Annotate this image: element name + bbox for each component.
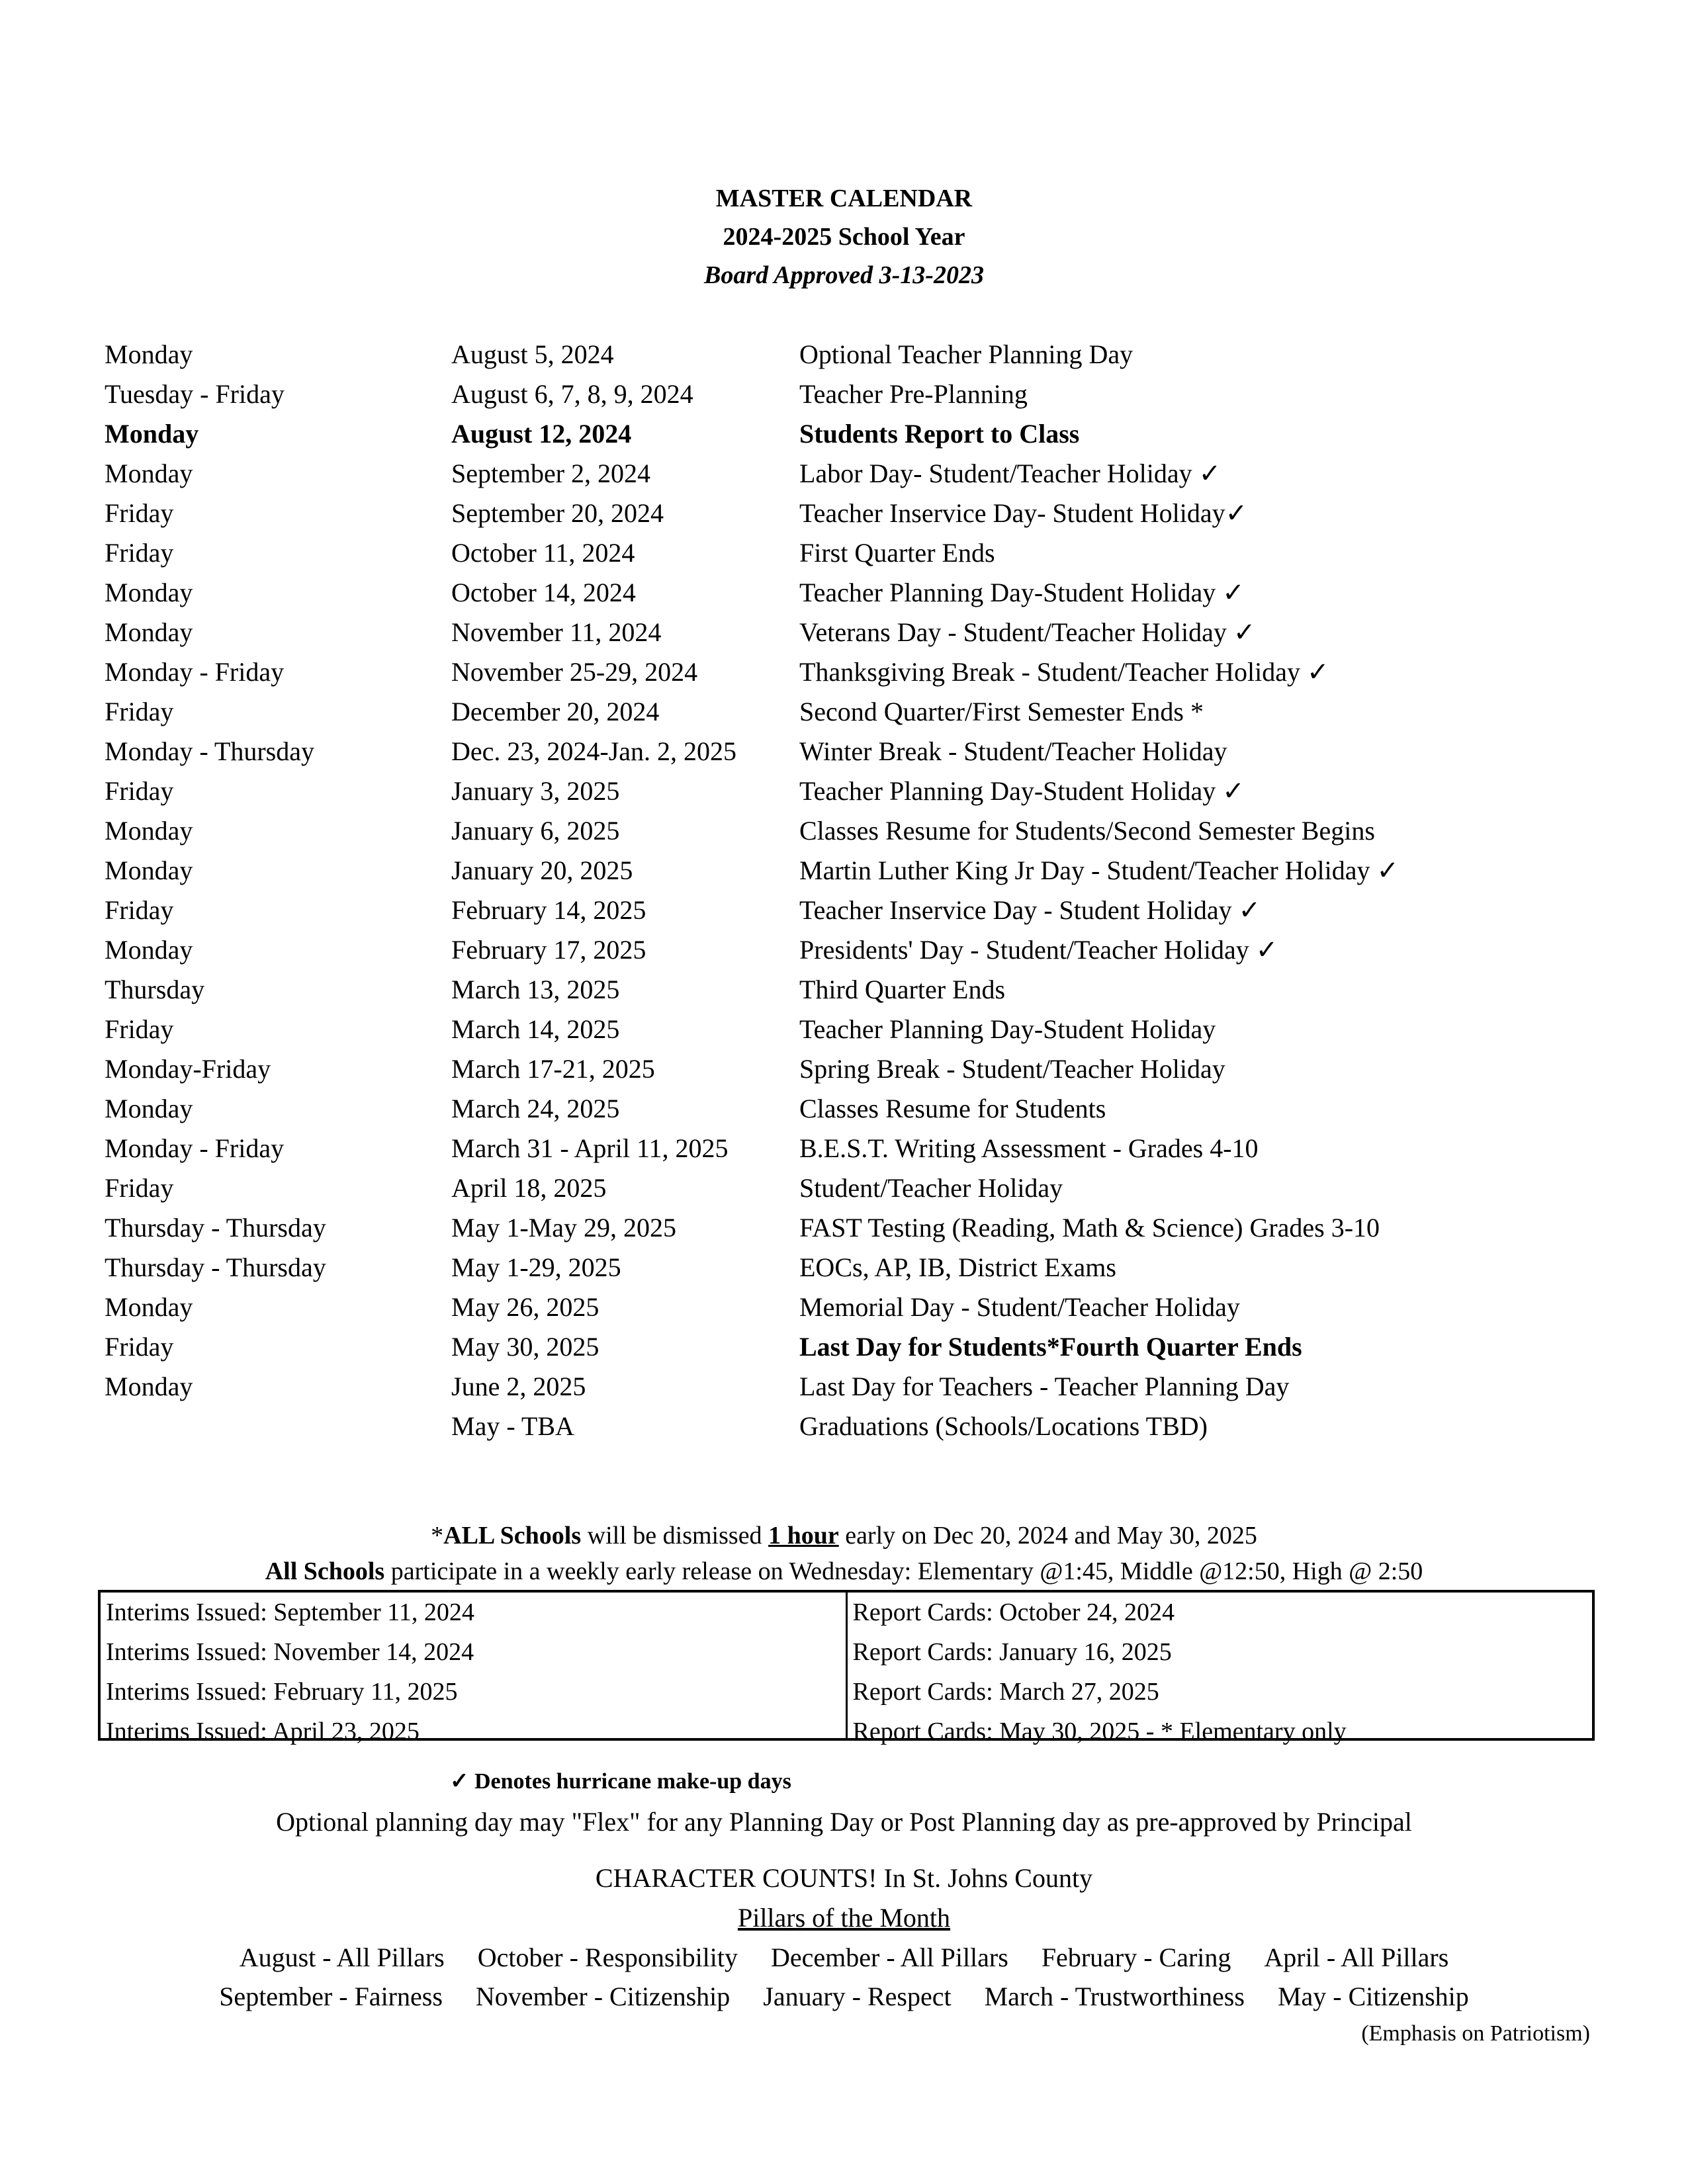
date-cell: May 1-29, 2025 [451,1252,621,1282]
date-cell: May 1-May 29, 2025 [451,1213,676,1243]
interim-cell: Interims Issued: September 11, 2024 [106,1598,474,1626]
calendar-row [105,374,1593,414]
pillars-heading: Pillars of the Month [737,1903,951,1933]
calendar-row [105,692,1593,732]
calendar-row [105,970,1593,1010]
dismissal-note: *ALL Schools will be dismissed 1 hour early on Dec 20, 2024 and May 30, 2025 [431,1522,1257,1550]
hurricane-legend: ✓ Denotes hurricane make-up days [450,1769,791,1794]
description-cell: Optional Teacher Planning Day [799,339,1133,369]
description-cell: Winter Break - Student/Teacher Holiday [799,736,1227,766]
description-cell: Graduations (Schools/Locations TBD) [799,1411,1208,1441]
calendar-row [105,1407,1593,1446]
calendar-row [105,573,1593,613]
pillar-month: August - All Pillars [239,1943,445,1972]
description-cell: Teacher Planning Day-Student Holiday [799,1014,1216,1044]
description-cell: Memorial Day - Student/Teacher Holiday [799,1292,1240,1322]
pillar-month: December - All Pillars [771,1943,1008,1972]
calendar-row [105,1010,1593,1049]
day-cell: Monday - Friday [105,1133,285,1163]
day-cell: Monday [105,816,193,846]
calendar-row [105,414,1593,454]
date-cell: May - TBA [451,1411,574,1441]
day-cell: Friday [105,1332,174,1362]
description-cell: EOCs, AP, IB, District Exams [799,1252,1116,1282]
patriotism-emphasis: (Emphasis on Patriotism) [1361,2021,1590,2046]
day-cell: Monday [105,578,193,607]
pillar-month: February - Caring [1041,1943,1231,1972]
description-cell: Labor Day- Student/Teacher Holiday ✓ [799,459,1222,488]
pillar-month: March - Trustworthiness [984,1982,1245,2011]
school-year: 2024-2025 School Year [723,223,965,251]
description-cell: Third Quarter Ends [799,975,1006,1004]
calendar-row [105,851,1593,891]
day-cell: Thursday - Thursday [105,1213,326,1243]
day-cell: Monday-Friday [105,1054,271,1084]
description-cell: Thanksgiving Break - Student/Teacher Holiday ✓ [799,657,1329,687]
date-cell: September 20, 2024 [451,498,664,528]
calendar-row [105,930,1593,970]
calendar-row [105,533,1593,573]
date-cell: December 20, 2024 [451,697,660,726]
day-cell: Monday [105,855,193,885]
description-cell: Students Report to Class [799,419,1080,449]
description-cell: Classes Resume for Students/Second Semester Begins [799,816,1375,846]
description-cell: Second Quarter/First Semester Ends * [799,697,1204,726]
description-cell: Teacher Planning Day-Student Holiday ✓ [799,578,1245,607]
calendar-row [105,494,1593,533]
pillar-month: April - All Pillars [1264,1943,1449,1972]
day-cell: Monday [105,339,193,369]
date-cell: August 6, 7, 8, 9, 2024 [451,379,693,409]
date-cell: March 31 - April 11, 2025 [451,1133,729,1163]
date-cell: August 5, 2024 [451,339,614,369]
description-cell: First Quarter Ends [799,538,995,568]
calendar-row [105,454,1593,494]
description-cell: Spring Break - Student/Teacher Holiday [799,1054,1225,1084]
calendar-row [105,1367,1593,1407]
calendar-row [105,1168,1593,1208]
day-cell: Monday [105,1094,193,1123]
event-list [105,335,1593,1446]
calendar-row [105,811,1593,851]
date-cell: January 3, 2025 [451,776,620,806]
date-cell: February 17, 2025 [451,935,646,965]
report-cards-column [846,1593,1593,1745]
pillar-month: November - Citizenship [475,1982,731,2011]
description-cell: Last Day for Teachers - Teacher Planning Day [799,1372,1290,1401]
date-cell: November 11, 2024 [451,617,662,647]
interim-cell: Interims Issued: November 14, 2024 [106,1638,474,1666]
day-cell: Monday [105,419,199,449]
calendar-row [105,1248,1593,1288]
day-cell: Thursday - Thursday [105,1252,326,1282]
description-cell: Student/Teacher Holiday [799,1173,1063,1203]
day-cell: Friday [105,1014,174,1044]
calendar-row [105,1049,1593,1089]
report-card-cell: Report Cards: May 30, 2025 - * Elementary only [852,1718,1347,1745]
calendar-row [105,613,1593,652]
day-cell: Monday [105,459,193,488]
pillars-row-2 [0,1981,1688,2012]
day-cell: Friday [105,538,174,568]
date-cell: February 14, 2025 [451,895,646,925]
description-cell: Last Day for Students*Fourth Quarter Ends [799,1332,1302,1362]
description-cell: FAST Testing (Reading, Math & Science) Grades 3-10 [799,1213,1380,1243]
pillars-row-1 [0,1942,1688,1973]
description-cell: Teacher Pre-Planning [799,379,1028,409]
day-cell: Monday [105,935,193,965]
date-cell: August 12, 2024 [451,419,632,449]
day-cell: Monday - Friday [105,657,285,687]
date-cell: May 30, 2025 [451,1332,600,1362]
description-cell: Teacher Inservice Day- Student Holiday✓ [799,498,1248,528]
grades-table [98,1590,1595,1745]
day-cell: Monday [105,1372,193,1401]
calendar-row [105,1208,1593,1248]
calendar-row [105,1327,1593,1367]
day-cell: Friday [105,697,174,726]
date-cell: October 11, 2024 [451,538,635,568]
character-counts-title: CHARACTER COUNTS! In St. Johns County [595,1863,1093,1893]
report-card-cell: Report Cards: January 16, 2025 [852,1638,1172,1666]
pillar-month: January - Respect [763,1982,952,2011]
date-cell: Dec. 23, 2024-Jan. 2, 2025 [451,736,737,766]
date-cell: May 26, 2025 [451,1292,600,1322]
day-cell: Monday - Thursday [105,736,314,766]
report-card-cell: Report Cards: March 27, 2025 [852,1678,1159,1706]
date-cell: November 25-29, 2024 [451,657,698,687]
date-cell: September 2, 2024 [451,459,651,488]
calendar-row [105,1089,1593,1129]
date-cell: March 24, 2025 [451,1094,620,1123]
day-cell: Friday [105,895,174,925]
day-cell: Friday [105,498,174,528]
description-cell: Teacher Inservice Day - Student Holiday ✓ [799,895,1261,925]
day-cell: Monday [105,617,193,647]
date-cell: January 20, 2025 [451,855,633,885]
interim-cell: Interims Issued: February 11, 2025 [106,1678,458,1706]
pillar-month: September - Fairness [219,1982,443,2011]
description-cell: B.E.S.T. Writing Assessment - Grades 4-10 [799,1133,1259,1163]
calendar-row [105,1288,1593,1327]
calendar-row [105,335,1593,374]
day-cell: Tuesday - Friday [105,379,285,409]
date-cell: March 13, 2025 [451,975,620,1004]
calendar-row [105,771,1593,811]
description-cell: Veterans Day - Student/Teacher Holiday ✓ [799,617,1256,647]
day-cell: Monday [105,1292,193,1322]
pillar-month: October - Responsibility [477,1943,738,1972]
interim-cell: Interims Issued: April 23, 2025 [106,1718,420,1745]
date-cell: March 14, 2025 [451,1014,620,1044]
date-cell: January 6, 2025 [451,816,620,846]
day-cell: Friday [105,776,174,806]
report-card-cell: Report Cards: October 24, 2024 [852,1598,1175,1626]
day-cell: Friday [105,1173,174,1203]
flex-note: Optional planning day may "Flex" for any Planning Day or Post Planning day as pre-approved by Principal [276,1807,1412,1837]
date-cell: April 18, 2025 [451,1173,607,1203]
description-cell: Classes Resume for Students [799,1094,1106,1123]
calendar-row [105,891,1593,930]
description-cell: Presidents' Day - Student/Teacher Holiday ✓ [799,935,1278,965]
early-release-note: All Schools participate in a weekly early release on Wednesday: Elementary @1:45, Middle @12:50, High @ 2:50 [265,1557,1423,1585]
pillar-month: May - Citizenship [1277,1982,1469,2011]
interims-column [101,1593,846,1745]
description-cell: Teacher Planning Day-Student Holiday ✓ [799,776,1245,806]
date-cell: June 2, 2025 [451,1372,586,1401]
date-cell: March 17-21, 2025 [451,1054,655,1084]
board-approved: Board Approved 3-13-2023 [704,261,984,289]
calendar-row [105,1129,1593,1168]
calendar-row [105,652,1593,692]
date-cell: October 14, 2024 [451,578,636,607]
description-cell: Martin Luther King Jr Day - Student/Teacher Holiday ✓ [799,855,1399,885]
page-title: MASTER CALENDAR [715,185,973,212]
calendar-row [105,732,1593,771]
day-cell: Thursday [105,975,205,1004]
